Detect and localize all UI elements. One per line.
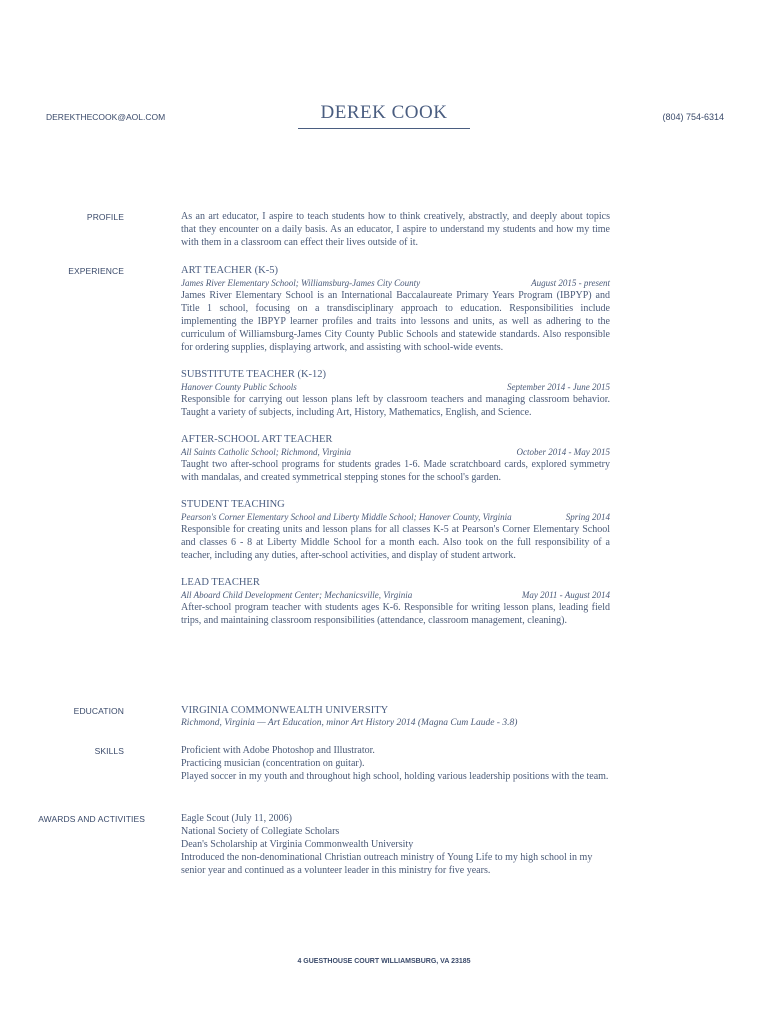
award-item: National Society of Collegiate Scholars — [181, 826, 340, 837]
skill-item: Proficient with Adobe Photoshop and Illustrator. — [181, 745, 375, 756]
job-meta — [181, 381, 610, 393]
job-description: Taught two after-school programs for students grades 1-6. Made scratchboard cards, explored symmetry with mandalas, and created symmetrical stepping stones for the school's garden. — [181, 459, 610, 483]
job-dates: Spring 2014 — [565, 512, 610, 522]
job-meta — [181, 511, 610, 523]
job-entry — [181, 264, 610, 354]
job-place: All Aboard Child Development Center; Mechanicsville, Virginia — [181, 590, 413, 600]
job-description: Responsible for creating units and lesson plans for all classes K-5 at Pearson's Corner Elementary School and classes 6 - 8 at Liberty Middle School for a month each. Also took on the full responsibility of a teacher, including any duties, after-school activities, and display of student artwork. — [181, 524, 610, 561]
skills-section — [181, 744, 610, 783]
job-place: James River Elementary School; Williamsburg-James City County — [181, 278, 421, 288]
job-dates: May 2011 - August 2014 — [521, 590, 610, 600]
job-dates: October 2014 - May 2015 — [516, 447, 610, 457]
job-place: Pearson's Corner Elementary School and Liberty Middle School; Hanover County, Virginia — [181, 512, 512, 522]
award-item: Eagle Scout (July 11, 2006) — [181, 813, 293, 824]
school-name: VIRGINIA COMMONWEALTH UNIVERSITY — [181, 705, 389, 716]
job-meta — [181, 589, 610, 601]
name-block — [298, 102, 470, 129]
job-dates: September 2014 - June 2015 — [507, 382, 610, 392]
job-description: Responsible for carrying out lesson plans left by classroom teachers and managing classroom behavior. Taught a variety of subjects, including Art, History, Mathematics, English, and Science. — [181, 394, 610, 418]
award-item: Dean's Scholarship at Virginia Commonwealth University — [181, 839, 414, 850]
job-entry — [181, 433, 610, 484]
contact-email: DEREKTHECOOK@AOL.COM — [46, 112, 166, 122]
job-meta — [181, 277, 610, 289]
job-place: Hanover County Public Schools — [181, 382, 297, 392]
skills-label: SKILLS — [94, 746, 124, 756]
education-section — [181, 704, 610, 729]
job-title: SUBSTITUTE TEACHER (K-12) — [181, 369, 327, 380]
contact-phone: (804) 754-6314 — [662, 112, 724, 122]
job-title: LEAD TEACHER — [181, 577, 260, 588]
job-description: James River Elementary School is an International Baccalaureate Primary Years Program (IBPYP) and Title 1 school, focusing on a transdisciplinary approach to education. Responsibilities include implementing the IBPYP learner profiles and traits into lessons and units, as well as adhering to the curriculum of Williamsburg-James City County Public Schools and statewide standards. Also responsible for ordering supplies, displaying artwork, and assisting with school-wide events. — [181, 290, 610, 353]
award-item: Introduced the non-denominational Christian outreach ministry of Young Life to my high school in my senior year and continued as a volunteer leader in this ministry for five years. — [181, 852, 593, 876]
job-dates: August 2015 - present — [531, 278, 610, 288]
experience-label: EXPERIENCE — [68, 266, 124, 276]
awards-section — [181, 812, 610, 877]
skill-item: Practicing musician (concentration on guitar). — [181, 758, 365, 769]
job-entry — [181, 368, 610, 419]
job-title: ART TEACHER (K-5) — [181, 265, 278, 276]
job-entry — [181, 576, 610, 627]
job-place: All Saints Catholic School; Richmond, Virginia — [181, 447, 351, 457]
education-details: Richmond, Virginia — Art Education, minor Art History 2014 (Magna Cum Laude - 3.8) — [181, 718, 518, 728]
skill-item: Played soccer in my youth and throughout high school, holding various leadership positions with the team. — [181, 771, 609, 782]
profile-text: As an art educator, I aspire to teach students how to think creatively, abstractly, and deeply about topics that they encounter on a daily basis. As an educator, I aspire to understand my students and how my time with them in a classroom can effect their lives outside of it. — [181, 211, 610, 248]
job-entry — [181, 498, 610, 562]
job-meta — [181, 446, 610, 458]
profile-label: PROFILE — [86, 212, 124, 222]
job-title: STUDENT TEACHING — [181, 499, 285, 510]
job-description: After-school program teacher with students ages K-6. Responsible for writing lesson plans, leading field trips, and maintaining classroom responsibilities (attendance, classroom management, cleaning). — [181, 602, 610, 626]
education-label: EDUCATION — [73, 706, 124, 716]
experience-section — [181, 264, 610, 627]
job-title: AFTER-SCHOOL ART TEACHER — [181, 434, 333, 445]
awards-label: AWARDS AND ACTIVITIES — [38, 814, 145, 824]
footer-address: 4 GUESTHOUSE COURT WILLIAMSBURG, VA 23185 — [297, 958, 471, 965]
name-underline — [298, 128, 470, 129]
candidate-name: DEREK COOK — [320, 102, 448, 123]
